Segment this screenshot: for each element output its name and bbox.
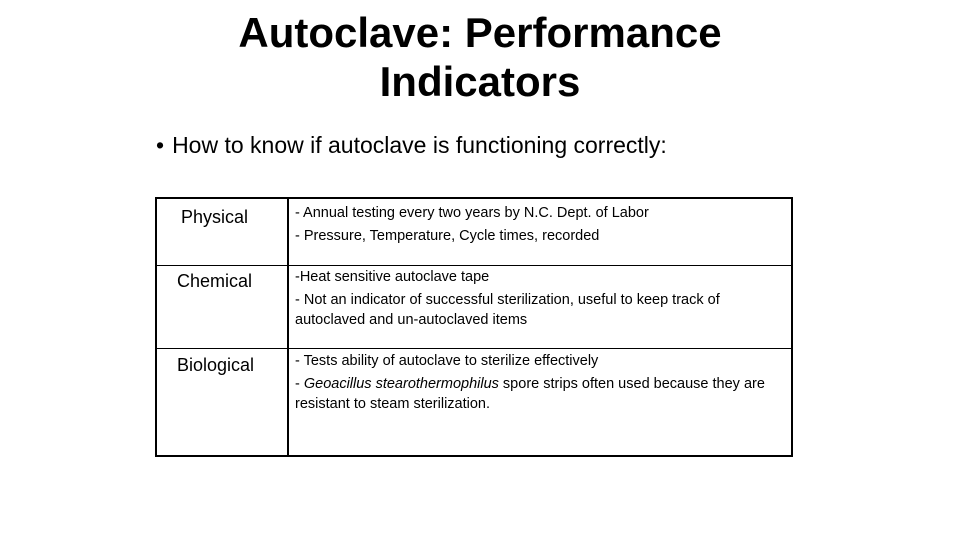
slide-title-line-2: Indicators [379,58,581,105]
indicator-table [155,197,793,457]
description-biological [295,351,785,414]
description-line: -Heat sensitive autoclave tape [295,269,490,285]
description-line [295,374,785,414]
table-row-chemical [157,266,791,349]
category-biological: Biological [177,355,255,375]
category-physical: Physical [181,207,249,227]
table-row-biological [157,349,791,455]
description-prefix: - [295,376,304,392]
species-name: Geoacillus stearothermophilus [303,376,499,392]
slide-title-line-1: Autoclave: Performance [238,9,722,56]
description-rest: spore strips often used because they are resistant to steam sterilization. [295,376,765,412]
description-line: - Not an indicator of successful sterilization, useful to keep track of autoclaved and un-autoclaved items [295,292,720,328]
description-chemical [295,267,785,330]
bullet-point [156,131,667,159]
category-chemical: Chemical [177,271,253,291]
slide-title [0,8,960,106]
table-row-physical [157,199,791,266]
description-line: - Annual testing every two years by N.C. Dept. of Labor [295,205,649,221]
description-physical [295,203,785,246]
description-line: - Pressure, Temperature, Cycle times, recorded [295,228,600,244]
description-line: - Tests ability of autoclave to sterilize effectively [295,353,599,369]
bullet-icon: • [156,132,165,158]
bullet-text: How to know if autoclave is functioning correctly: [172,132,667,158]
